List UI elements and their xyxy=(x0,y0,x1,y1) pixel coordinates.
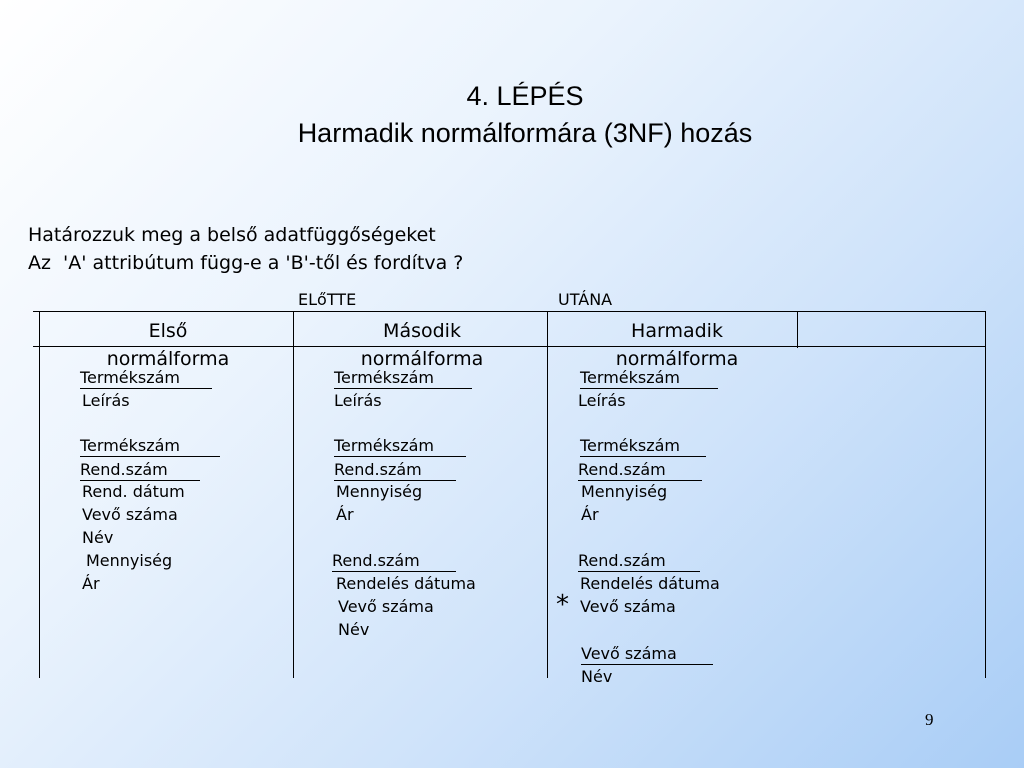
before-label: ELőTTE xyxy=(298,290,357,309)
col3-item: Leírás xyxy=(578,391,626,410)
table-divider-2 xyxy=(547,311,548,678)
col2-item: Leírás xyxy=(334,391,382,410)
col2-item: Termékszám xyxy=(334,436,466,457)
col2-item: Név xyxy=(338,620,370,639)
table-header-border xyxy=(33,346,986,347)
col2-header-line1: Második xyxy=(383,320,461,342)
col2-item: Termékszám xyxy=(334,368,472,389)
col1-header-line2: normálforma xyxy=(106,348,230,370)
col3-item: Rend.szám xyxy=(578,551,700,572)
col3-item: Vevő száma xyxy=(581,644,713,665)
intro-line-1: Határozzuk meg a belső adatfüggőségeket xyxy=(28,224,436,246)
table-divider-1 xyxy=(293,311,294,678)
col3-header-line1: Harmadik xyxy=(631,320,723,342)
col1-item: Mennyiség xyxy=(86,551,173,570)
col1-item: Rend.szám xyxy=(80,460,200,481)
col2-header-line2: normálforma xyxy=(360,348,484,370)
col1-item: Leírás xyxy=(82,391,130,410)
col3-item: Termékszám xyxy=(580,368,718,389)
col3-item: Ár xyxy=(581,505,599,524)
slide-title: 4. LÉPÉS xyxy=(466,81,584,111)
asterisk-marker: * xyxy=(556,590,569,620)
col1-item: Ár xyxy=(82,574,100,593)
slide-subtitle: Harmadik normálformára (3NF) hozás xyxy=(297,118,753,148)
col1-item: Rend. dátum xyxy=(82,482,185,501)
col2-item: Rend.szám xyxy=(334,460,456,481)
table-top-border xyxy=(33,311,986,312)
col1-header-line1: Első xyxy=(148,320,188,342)
table-left-border xyxy=(39,311,40,678)
table-right-border xyxy=(985,311,986,678)
col3-item: Név xyxy=(581,667,613,686)
col2-item: Ár xyxy=(336,505,354,524)
page-number: 9 xyxy=(925,710,934,729)
col3-header-line2: normálforma xyxy=(615,348,739,370)
col1-item: Termékszám xyxy=(80,368,212,389)
col3-item: Vevő száma xyxy=(580,597,676,616)
col3-item: Rend.szám xyxy=(578,460,702,481)
after-label: UTÁNA xyxy=(558,290,613,309)
col2-item: Rendelés dátuma xyxy=(336,574,476,593)
col1-item: Vevő száma xyxy=(82,505,178,524)
intro-line-2: Az 'A' attribútum függ-e a 'B'-től és fordítva ? xyxy=(28,252,464,274)
col3-item: Rendelés dátuma xyxy=(580,574,720,593)
col3-item: Mennyiség xyxy=(581,482,668,501)
col2-item: Vevő száma xyxy=(338,597,434,616)
col3-item: Termékszám xyxy=(580,436,706,457)
col1-item: Termékszám xyxy=(80,436,220,457)
col1-item: Név xyxy=(82,528,114,547)
col2-item: Rend.szám xyxy=(332,551,456,572)
col2-item: Mennyiség xyxy=(336,482,423,501)
